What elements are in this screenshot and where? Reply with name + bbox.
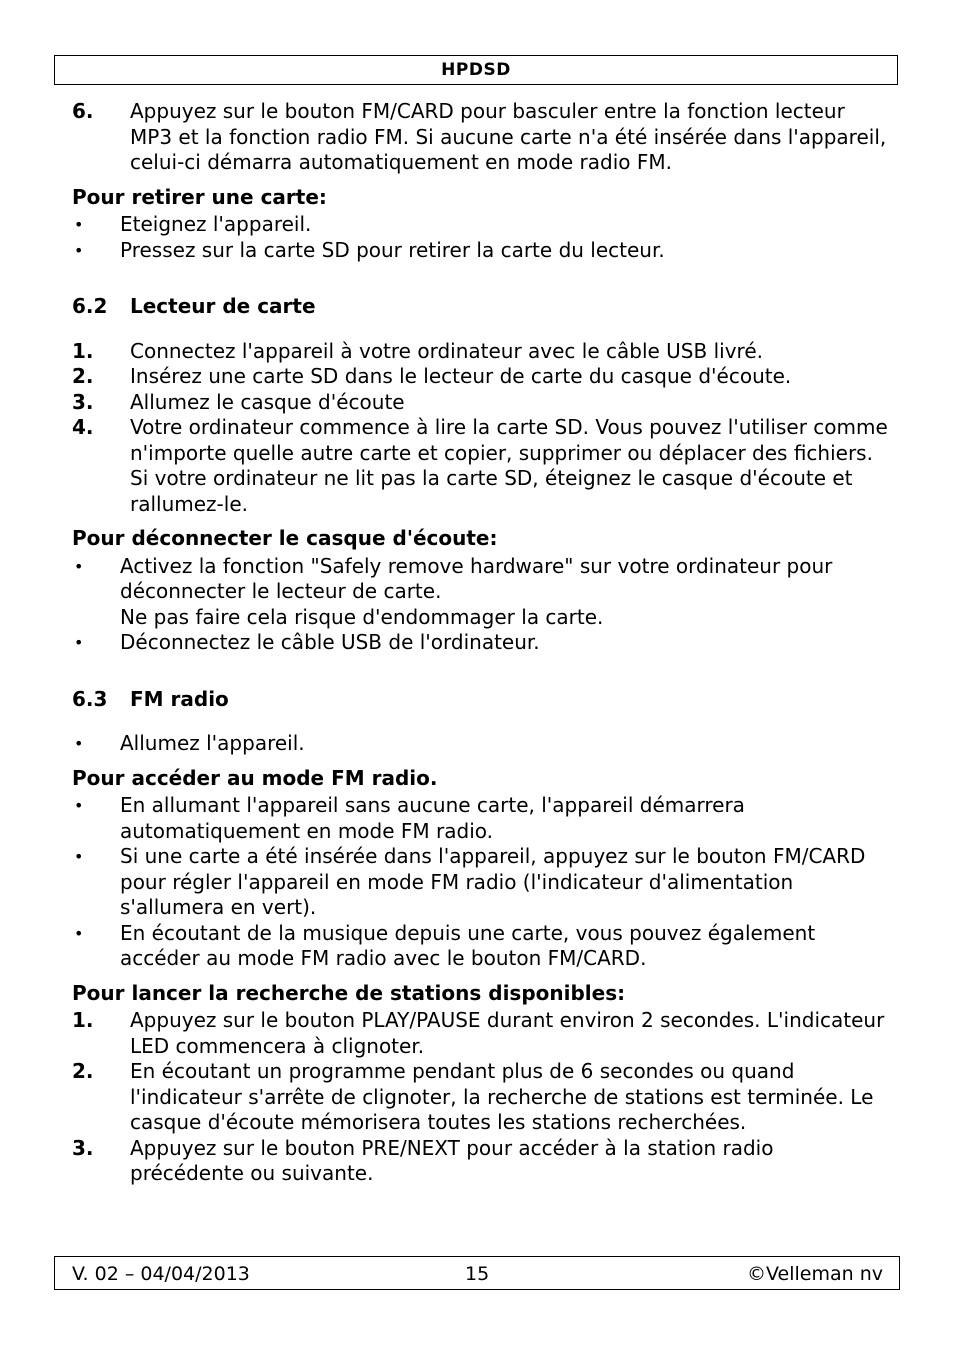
section-heading-6-2: 6.2 Lecteur de carte <box>72 294 316 318</box>
page-header <box>54 55 898 85</box>
list-item: 1. Appuyez sur le bouton PLAY/PAUSE durant environ 2 secondes. L'indicateur LED commencera à clignoter. <box>72 1008 885 1058</box>
section-title: FM radio <box>130 686 229 711</box>
bullet-icon: • <box>74 923 84 943</box>
step-6 <box>72 99 892 176</box>
list-item: 2. Insérez une carte SD dans le lecteur de carte du casque d'écoute. <box>72 364 792 388</box>
bullet-icon: • <box>74 734 84 753</box>
list-item: • Activez la fonction "Safely remove hardware" sur votre ordinateur pour déconnecter le lecteur de carte. Ne pas faire cela risque d'endommager la carte. <box>74 553 833 629</box>
search-stations-heading: Pour lancer la recherche de stations disponibles: <box>72 980 626 1005</box>
disconnect-heading: Pour déconnecter le casque d'écoute: <box>72 526 498 550</box>
step-text: Appuyez sur le bouton FM/CARD pour basculer entre la fonction lecteur MP3 et la fonction radio FM. Si aucune carte n'a été insérée dans l'appareil, celui-ci démarra automatiquement en mode radio FM. <box>130 99 887 174</box>
page-number: 15 <box>465 1263 490 1285</box>
copyright: ©Velleman nv <box>747 1263 883 1285</box>
list-item: • En allumant l'appareil sans aucune carte, l'appareil démarrera automatiquement en mode FM radio. <box>74 793 745 843</box>
access-fm-heading: Pour accéder au mode FM radio. <box>72 765 438 790</box>
list-item: • Déconnectez le câble USB de l'ordinateur. <box>74 630 540 654</box>
list-item: 2. En écoutant un programme pendant plus de 6 secondes ou quand l'indicateur s'arrête de clignoter, la recherche de stations est terminée. Le casque d'écoute mémorisera toutes les stations recherchées. <box>72 1059 874 1134</box>
bullet-icon: • <box>74 633 84 652</box>
section-title: Lecteur de carte <box>130 294 316 318</box>
list-item: • Pressez sur la carte SD pour retirer la carte du lecteur. <box>74 237 665 262</box>
remove-card-heading: Pour retirer une carte: <box>72 184 327 209</box>
list-item: • Eteignez l'appareil. <box>74 212 312 236</box>
header-title: HPDSD <box>441 60 511 80</box>
bullet-icon: • <box>74 796 84 815</box>
card-reader-steps <box>72 339 892 518</box>
version-date: V. 02 – 04/04/2013 <box>72 1263 250 1285</box>
page-content <box>72 99 892 1187</box>
bullet-icon: • <box>74 556 84 576</box>
list-item: 3. Allumez le casque d'écoute <box>72 389 405 414</box>
bullet-icon: • <box>74 240 84 260</box>
bullet-icon: • <box>74 847 84 866</box>
list-item: 3. Appuyez sur le bouton PRE/NEXT pour accéder à la station radio précédente ou suivante. <box>72 1135 774 1185</box>
list-item: • Allumez l'appareil. <box>74 731 305 755</box>
section-heading-6-3: 6.3 FM radio <box>72 686 229 711</box>
list-item: • En écoutant de la musique depuis une carte, vous pouvez également accéder au mode FM radio avec le bouton FM/CARD. <box>74 920 816 970</box>
step-number: 6. <box>72 99 94 123</box>
bullet-icon: • <box>74 215 84 234</box>
list-item: 1. Connectez l'appareil à votre ordinateur avec le câble USB livré. <box>72 338 763 363</box>
list-item: 4. Votre ordinateur commence à lire la carte SD. Vous pouvez l'utiliser comme n'importe quelle autre carte et copier, supprimer ou déplacer des fichiers. Si votre ordinateur ne lit pas la carte SD, éteignez le casque d'écoute et rallumez-le. <box>72 415 888 516</box>
list-item: • Si une carte a été insérée dans l'appareil, appuyez sur le bouton FM/CARD pour régler l'appareil en mode FM radio (l'indicateur d'alimentation s'allumera en vert). <box>74 844 866 919</box>
search-steps <box>72 1008 892 1187</box>
page-footer <box>54 1256 900 1290</box>
